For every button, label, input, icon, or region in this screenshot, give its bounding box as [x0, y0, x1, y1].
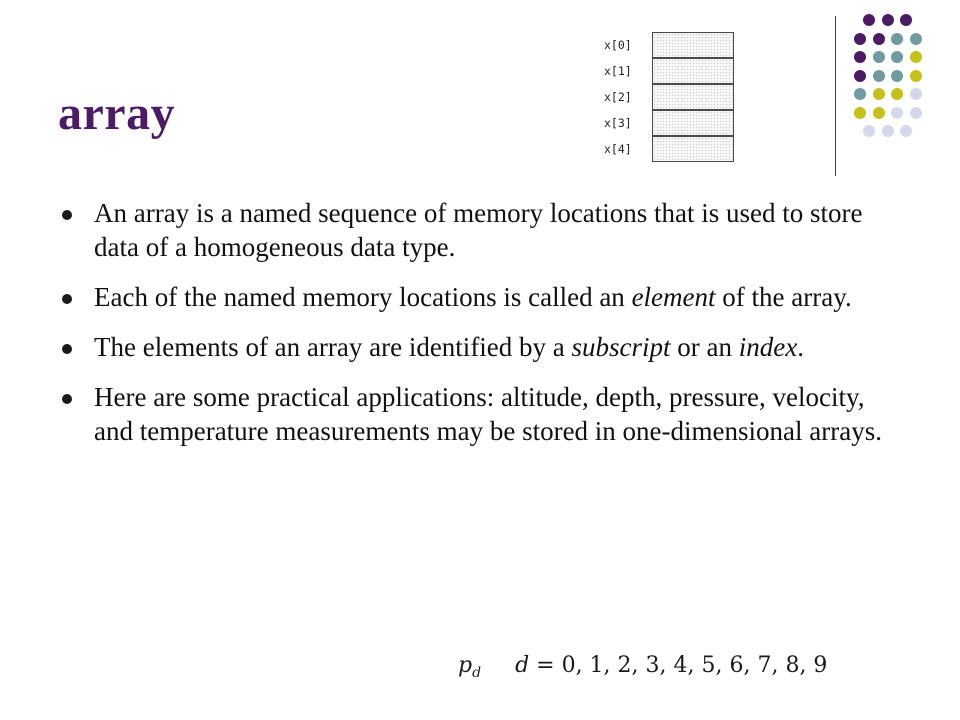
decorative-dot — [873, 107, 885, 119]
decorative-dot — [891, 107, 903, 119]
formula-base: p — [458, 653, 473, 678]
array-index-label: x[0] — [604, 38, 632, 52]
decorative-dot — [873, 33, 885, 45]
decorative-dot — [891, 70, 903, 82]
decorative-dot — [873, 70, 885, 82]
array-cell — [652, 110, 734, 136]
bullet-marker-icon — [62, 210, 72, 220]
vertical-divider — [835, 16, 836, 176]
formula-variable: d — [515, 653, 530, 678]
bullet-emphasis: subscript — [571, 332, 671, 362]
bullet-emphasis: element — [631, 282, 716, 312]
formula-values: = 0, 1, 2, 3, 4, 5, 6, 7, 8, 9 — [529, 653, 828, 678]
array-index-label: x[2] — [604, 90, 632, 104]
bullet-item — [62, 280, 902, 314]
decorative-dot — [910, 88, 922, 100]
decorative-dot — [882, 125, 894, 137]
decorative-dot — [891, 51, 903, 63]
bullet-marker-icon — [62, 394, 72, 404]
array-row — [604, 58, 744, 84]
array-cell — [652, 84, 734, 110]
decorative-dot — [854, 70, 866, 82]
decorative-dot-grid — [854, 14, 944, 154]
bullet-marker-icon — [62, 294, 72, 304]
formula-subscript: d — [472, 665, 482, 681]
decorative-dot — [910, 51, 922, 63]
array-index-label: x[4] — [604, 142, 632, 156]
decorative-dot — [873, 51, 885, 63]
bullet-item — [62, 196, 902, 264]
array-row — [604, 110, 744, 136]
bullet-segment: The elements of an array are identified by a — [94, 332, 572, 362]
array-index-label: x[3] — [604, 116, 632, 130]
bullet-segment: of the array. — [715, 282, 852, 312]
bullet-item — [62, 330, 902, 364]
decorative-dot — [910, 33, 922, 45]
array-row — [604, 32, 744, 58]
bullet-item — [62, 380, 902, 448]
array-row — [604, 84, 744, 110]
decorative-dot — [891, 33, 903, 45]
decorative-dot — [900, 125, 912, 137]
bullet-text — [94, 280, 902, 314]
decorative-dot — [854, 51, 866, 63]
decorative-dot — [854, 107, 866, 119]
bullet-segment: Here are some practical applications: altitude, depth, pressure, velocity, and temperature measurements may be stored in one-dimensional arrays. — [94, 382, 882, 446]
bullet-emphasis: index — [738, 332, 798, 362]
array-cell — [652, 32, 734, 58]
decorative-dot — [854, 88, 866, 100]
array-row — [604, 136, 744, 162]
array-diagram — [604, 32, 744, 168]
slide-title: array — [58, 87, 176, 140]
formula — [458, 648, 827, 684]
array-cell — [652, 58, 734, 84]
bullet-segment: Each of the named memory locations is called an — [94, 282, 632, 312]
decorative-dot — [910, 107, 922, 119]
bullet-list — [62, 196, 902, 464]
bullet-segment: An array is a named sequence of memory locations that is used to store data of a homogeneous data type. — [94, 198, 863, 262]
bullet-marker-icon — [62, 344, 72, 354]
decorative-dot — [873, 88, 885, 100]
decorative-dot — [891, 88, 903, 100]
decorative-dot — [882, 14, 894, 26]
bullet-text — [94, 196, 902, 264]
decorative-dot — [910, 70, 922, 82]
bullet-text — [94, 330, 902, 364]
decorative-dot — [900, 14, 912, 26]
decorative-dot — [854, 33, 866, 45]
decorative-dot — [863, 125, 875, 137]
bullet-text — [94, 380, 902, 448]
decorative-dot — [863, 14, 875, 26]
bullet-segment: or an — [670, 332, 739, 362]
array-index-label: x[1] — [604, 64, 632, 78]
bullet-segment: . — [797, 332, 805, 362]
array-cell — [652, 136, 734, 162]
